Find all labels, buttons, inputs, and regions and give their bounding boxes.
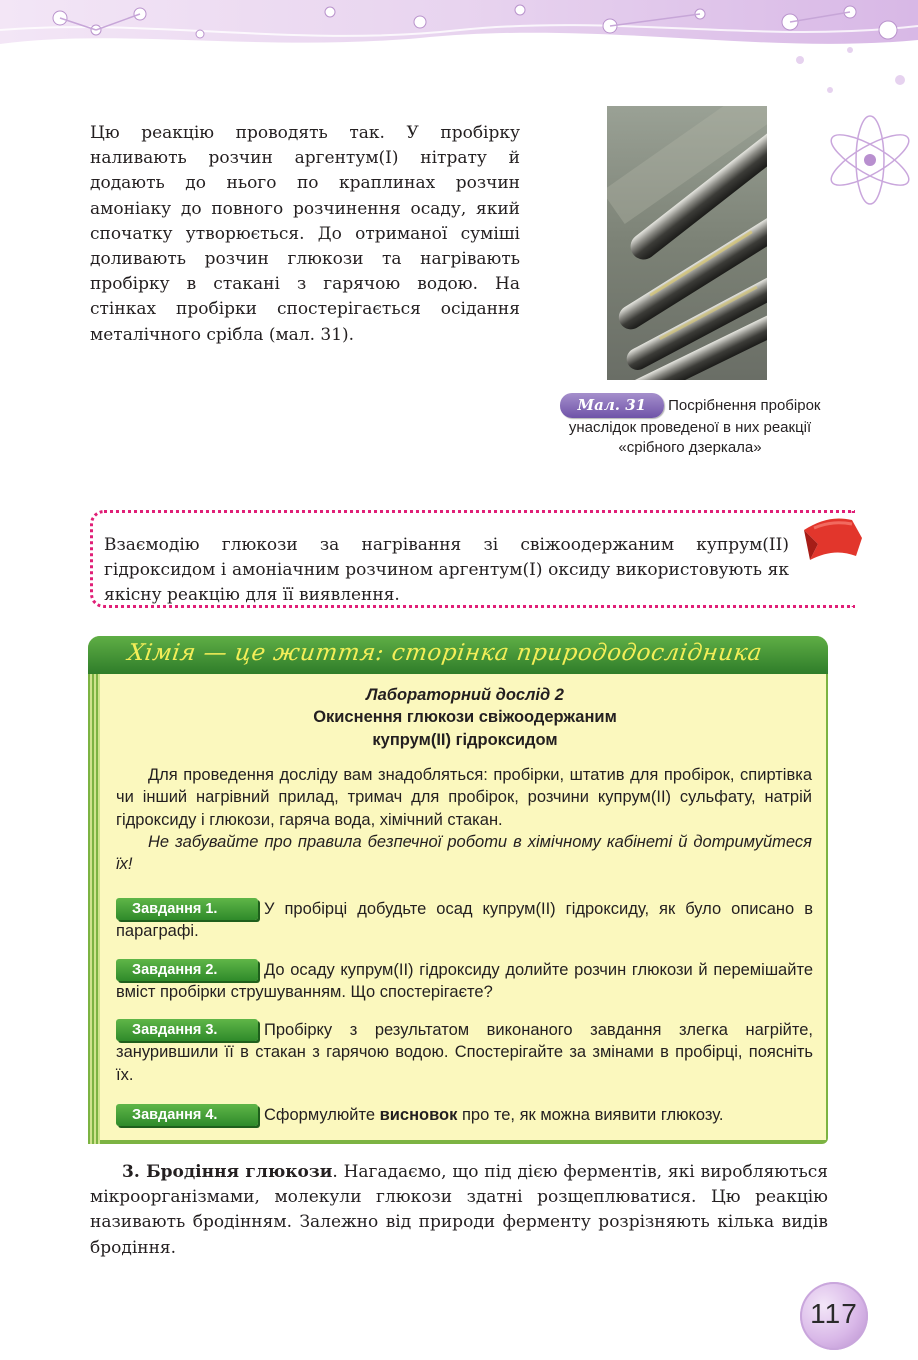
lab-side-stripes (88, 674, 100, 1144)
lab-intro-text: Для проведення досліду вам знадобляться: пробірки, штатив для пробірок, спиртівка чи інший нагрівний прилад, тримач для пробірок, розчини купрум(II) сульфату, натрій гідроксиду і глюкози, гаряча вода, хімічний стакан. (116, 766, 812, 829)
test-tubes-photo (607, 106, 767, 380)
intro-paragraph: Цю реакцію проводять так. У пробірку наливають розчин аргентум(I) нітрату й додають до нього по краплинах розчин амоніаку до повного розчинення осаду, який спочатку утворюється. До отриманої суміші доливають розчин глюкози та нагрівають пробірку в стакані з гарячою водою. На стінках пробірки спостерігається осідання металічного срібла (мал. 31). (90, 123, 520, 345)
figure-badge: Мал. 31 (560, 393, 665, 418)
atom-decoration (760, 40, 918, 220)
task-4 (116, 1104, 813, 1126)
task-3 (116, 1019, 813, 1086)
task-2-badge: Завдання 2. (116, 959, 258, 981)
task-1-text: У пробірці добудьте осад купрум(II) гідроксиду, як було описано в параграфі. (116, 900, 813, 941)
figure-caption-text: Посрібнення пробірок унаслідок проведеної в них реакції «срібного дзеркала» (568, 397, 821, 456)
lab-heading-number: Лабораторний дослід 2 (366, 686, 564, 704)
note-text: Взаємодію глюкози за нагрівання зі свіжоодержаним купрум(II) гідроксидом і амоніачним розчином аргентум(I) оксиду використовують як якісну реакцію для її виявлення. (104, 535, 789, 606)
bookmark-flag-icon (800, 512, 866, 568)
task-2 (116, 959, 813, 1004)
lab-heading-title-cont: купрум(II) гідроксидом (372, 731, 558, 749)
fermentation-paragraph (90, 1160, 828, 1261)
fermentation-heading: 3. Бродіння глюкози (122, 1162, 333, 1182)
lab-safety-warning: Не забувайте про правила безпечної роботи в хімічному кабінеті й дотримуйтеся їх! (116, 833, 812, 874)
fermentation-text: . Нагадаємо, що під дією ферментів, які виробляються мікроорганізмами, молекули глюкози здатні розщеплюватися. Цю реакцію називають бродінням. Залежно від природи ферменту розрізняють кілька видів бродіння. (90, 1162, 829, 1258)
task-3-badge: Завдання 3. (116, 1019, 258, 1041)
lab-section-title: Хімія — це життя: сторінка природодослідника (126, 640, 764, 666)
task-1 (116, 898, 813, 943)
task-3-text: Пробірку з результатом виконаного завдання злегка нагрійте, занурившили її в стакан з гарячою водою. Спостерігайте за змінами в пробірці, поясніть їх. (116, 1021, 813, 1084)
task-4-text-bold: висновок (379, 1106, 458, 1124)
page-number: 117 (810, 1298, 858, 1329)
task-4-text-before: Сформулюйте (264, 1106, 376, 1124)
figure-caption (550, 393, 830, 459)
task-4-text-after: про те, як можна виявити глюкозу. (462, 1106, 724, 1124)
task-1-badge: Завдання 1. (116, 898, 258, 920)
task-4-badge: Завдання 4. (116, 1104, 258, 1126)
task-2-text: До осаду купрум(II) гідроксиду долийте розчин глюкози й перемішайте вміст пробірки струшуванням. Що спостерігаєте? (116, 961, 813, 1002)
lab-heading-title: Окиснення глюкози свіжоодержаним (313, 708, 617, 726)
